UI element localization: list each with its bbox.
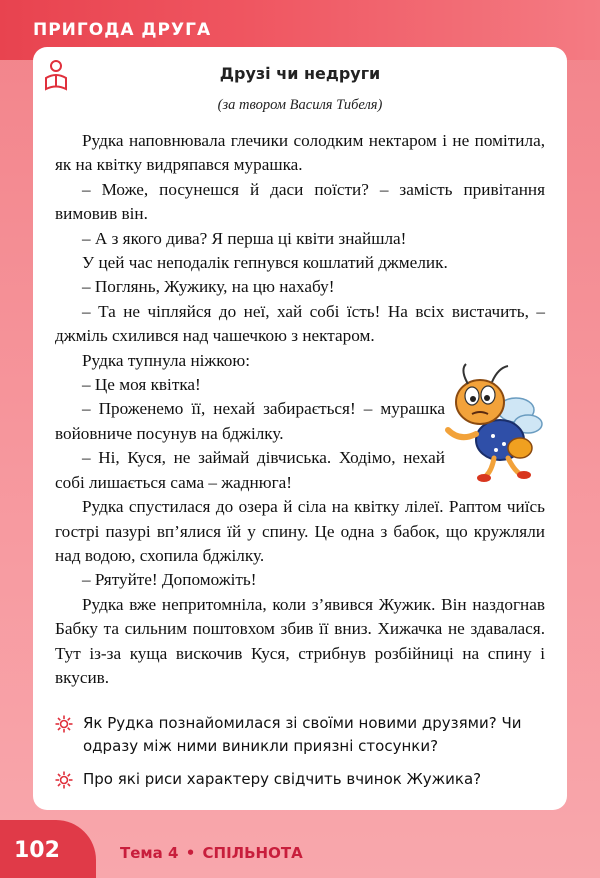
theme-label bbox=[120, 844, 303, 862]
question-text: Про які риси характеру свідчить вчинок Жужика? bbox=[83, 770, 482, 788]
theme-name: СПІЛЬНОТА bbox=[202, 844, 303, 862]
paragraph: – А з якого дива? Я перша ці квіти знайшла! bbox=[82, 228, 407, 248]
paragraph: – Та не чіпляйся до неї, хай собі їсть! На всіх вистачить, – джміль схилився над чашечкою з нектаром. bbox=[55, 301, 545, 346]
paragraph: – Поглянь, Жужику, на цю нахабу! bbox=[82, 277, 335, 297]
paragraph: – Проженемо її, нехай забирається! – мурашка войовниче посунув на бджілку. bbox=[55, 399, 445, 443]
story-title: Друзі чи недруги bbox=[219, 64, 381, 83]
paragraph: – Ні, Куся, не займай дівчиська. Ходімо, нехай собі лишається сама – жаднюга! bbox=[55, 448, 445, 492]
bee-illustration bbox=[438, 362, 548, 484]
question-item bbox=[55, 712, 555, 758]
section-title: ПРИГОДА ДРУГА bbox=[33, 20, 212, 40]
paragraph: Рудка тупнула ніжкою: bbox=[82, 350, 250, 370]
page-number: 102 bbox=[14, 838, 60, 863]
paragraph: – Рятуйте! Допоможіть! bbox=[82, 570, 257, 590]
question-text: Як Рудка познайомилася зі своїми новими друзями? Чи одразу між ними виникли приязні стосунки? bbox=[83, 714, 522, 755]
question-item bbox=[55, 768, 555, 791]
paragraph: Рудка вже непритомніла, коли з’явився Жужик. Він наздогнав Бабку та сильним поштовхом збив її вниз. Хижачка не здавалася. Тут із-за куща вискочив Куся, стрибнув розбійниці на спину і вкусив. bbox=[55, 594, 545, 687]
paragraph: Рудка спустилася до озера й сіла на квітку лілеї. Раптом чиїсь гострі пазурі вп’ялися їй у спину. Це одна з бабок, що кружляли над водою, схопила бджілку. bbox=[55, 497, 545, 565]
sun-bullet-icon bbox=[55, 771, 73, 789]
theme-separator: • bbox=[185, 844, 196, 862]
paragraph: – Може, посунешся й даси поїсти? – замість привітання вимовив він. bbox=[55, 179, 545, 224]
paragraph: Рудка наповнювала глечики солодким нектаром і не помітила, як на квітку видряпався мурашка. bbox=[55, 131, 545, 175]
paragraph: – Це моя квітка! bbox=[82, 375, 201, 395]
paragraph: У цей час неподалік гепнувся кошлатий джмелик. bbox=[82, 253, 448, 273]
sun-bullet-icon bbox=[55, 715, 73, 733]
questions-list bbox=[55, 712, 555, 801]
theme-number: Тема 4 bbox=[120, 844, 179, 862]
story-subtitle: (за твором Василя Тибеля) bbox=[217, 97, 383, 113]
